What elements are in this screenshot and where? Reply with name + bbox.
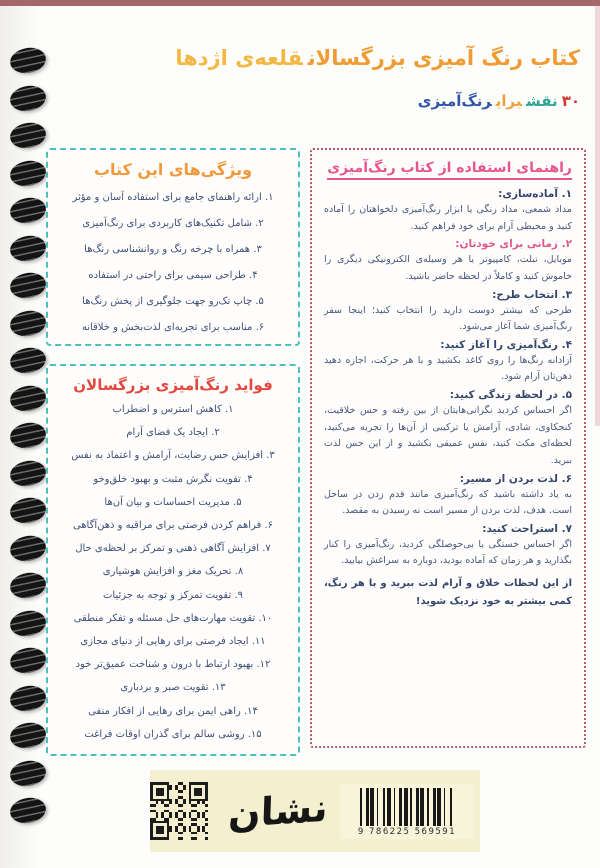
benefits-box-title: فواید رنگ‌آمیزی بزرگسالان bbox=[73, 376, 273, 394]
book-title bbox=[170, 46, 580, 70]
guide-section-body: مداد شمعی، مداد رنگی یا ابزار رنگ‌آمیزی دلخواهتان را آماده کنید و محیطی آرام برای خود فراهم کنید. bbox=[324, 204, 572, 232]
list-item: ۱۴. راهی ایمن برای رهایی از افکار منفی bbox=[88, 705, 258, 717]
list-item: ۲. شامل تکنیک‌های کاربردی برای رنگ‌آمیزی bbox=[82, 218, 264, 229]
spiral-ring bbox=[8, 233, 48, 264]
guide-section bbox=[324, 238, 572, 285]
spiral-ring bbox=[8, 570, 48, 601]
list-item: ۸. تحریک مغز و افزایش هوشیاری bbox=[102, 566, 244, 578]
list-item: ۵. مدیریت احساسات و بیان آن‌ها bbox=[104, 496, 242, 508]
guide-section-body: اگر احساس کردید نگرانی‌هایتان از بین رفته و حس خلاقیت، کنجکاوی، شادی، آرامش یا ترکیبی از آن‌ها را تجربه می‌کنید، لحظه‌ای مکث کنید، نفس عمیقی بکشید و از این حس لذت ببرید. bbox=[324, 405, 572, 466]
guide-box-title-text: راهنمای استفاده از کتاب رنگ‌آمیزی bbox=[327, 160, 572, 180]
guide-section-heading: ۶. لذت بردن از مسیر: bbox=[459, 472, 572, 485]
spiral-ring bbox=[8, 45, 48, 76]
guide-section-heading: ۷. استراحت کنید: bbox=[482, 522, 572, 535]
page-right-edge bbox=[595, 6, 600, 426]
list-item: ۹. تقویت تمرکز و توجه به جزئیات bbox=[102, 589, 244, 601]
guide-sections bbox=[324, 188, 572, 570]
list-item: ۶. مناسب برای تجربه‌ای لذت‌بخش و خلاقانه bbox=[81, 322, 265, 333]
guide-section-body: آزادانه رنگ‌ها را روی کاغذ بکشید و با هر حرکت، اجازه دهید ذهن‌تان آرام شود. bbox=[324, 354, 572, 383]
guide-section-body: اگر احساس خستگی یا بی‌حوصلگی کردید، رنگ‌آمیزی را کنار بگذارید و هر زمان که آماده بودید، دوباره به سراغش بیایید. bbox=[324, 538, 572, 567]
guide-section bbox=[324, 473, 572, 520]
features-box-title: ویژگی‌های این کتاب bbox=[93, 160, 253, 179]
list-item: ۱. کاهش استرس و اضطراب bbox=[112, 404, 234, 415]
guide-box-title bbox=[324, 160, 572, 180]
barcode-bars bbox=[345, 788, 469, 826]
list-item: ۴. تقویت نگرش مثبت و بهبود خلق‌وخو bbox=[93, 473, 253, 485]
spiral-ring bbox=[8, 720, 48, 751]
guide-section bbox=[324, 523, 572, 570]
barcode bbox=[340, 784, 474, 839]
guide-section-heading: ۴. رنگ‌آمیزی را آغاز کنید: bbox=[440, 338, 572, 351]
list-item: ۴. طراحی سیمی برای راحتی در استفاده bbox=[88, 270, 258, 281]
list-item: ۱۱. ایجاد فرصتی برای رهایی از دنیای مجازی bbox=[80, 636, 266, 648]
guide-section-heading: ۱. آماده‌سازی: bbox=[498, 188, 572, 200]
spiral-ring bbox=[8, 383, 48, 414]
barcode-number: 9 786225 569591 bbox=[357, 826, 457, 837]
guide-section bbox=[324, 339, 572, 386]
list-item: ۱۲. بهبود ارتباط با درون و شناخت عمیق‌تر خود bbox=[75, 659, 271, 671]
spiral-ring bbox=[8, 683, 48, 714]
spiral-ring bbox=[8, 158, 48, 189]
spiral-ring bbox=[8, 758, 48, 789]
spiral-ring bbox=[8, 195, 48, 226]
guide-section bbox=[324, 389, 572, 470]
guide-closing-note: از این لحظات خلاق و آرام لذت ببرید و با هر رنگ، کمی بیشتر به خود نزدیک شوید! bbox=[324, 578, 572, 607]
guide-section-heading: ۲. زمانی برای خودتان: bbox=[455, 238, 572, 251]
guide-section-body: به یاد داشته باشید که رنگ‌آمیزی مانند قدم زدن در ساحل است. هدف، لذت بردن از مسیر است نه رسیدن به مقصد. bbox=[324, 488, 572, 517]
page-top-edge bbox=[0, 0, 600, 6]
guide-section bbox=[324, 289, 572, 336]
list-item: ۶. فراهم کردن فرصتی برای مراقبه و ذهن‌آگاهی bbox=[72, 520, 274, 532]
spiral-ring bbox=[8, 308, 48, 339]
qr-code bbox=[150, 782, 208, 840]
book-title-part: کتاب رنگ آمیزی بزرگسالان bbox=[307, 46, 580, 70]
book-subtitle-part: نقش bbox=[525, 92, 558, 110]
book-subtitle-part: ۳۰ bbox=[561, 92, 580, 110]
guide-section bbox=[324, 188, 572, 235]
benefits-list bbox=[58, 398, 288, 746]
publisher-logo: نشان bbox=[227, 785, 329, 837]
spiral-ring bbox=[8, 533, 48, 564]
list-item: ۵. چاپ تک‌رو جهت جلوگیری از پخش رنگ‌ها bbox=[82, 296, 264, 307]
spiral-ring bbox=[8, 795, 48, 826]
spiral-ring bbox=[8, 120, 48, 151]
list-item: ۱. ارائه راهنمای جامع برای استفاده آسان و مؤثر bbox=[72, 192, 274, 203]
spiral-ring bbox=[8, 608, 48, 639]
spiral-ring bbox=[8, 458, 48, 489]
list-item: ۱۳. تقویت صبر و بردباری bbox=[120, 682, 226, 694]
book-subtitle-part: برای bbox=[495, 92, 522, 110]
spiral-ring bbox=[8, 270, 48, 301]
spiral-ring bbox=[8, 645, 48, 676]
guide-section-body: موبایل، تبلت، کامپیوتر یا هر وسیله‌ی الکترونیکی دیگری را خاموش کنید و کاملاً در لحظه حاضر باشید. bbox=[324, 254, 572, 282]
guide-box bbox=[310, 148, 586, 748]
benefits-box bbox=[46, 364, 300, 756]
list-item: ۷. افزایش آگاهی ذهنی و تمرکز بر لحظه‌ی حال bbox=[75, 543, 271, 555]
list-item: ۱۵. روشی سالم برای گذران اوقات فراغت bbox=[84, 728, 262, 740]
spiral-ring bbox=[8, 345, 48, 376]
footer-strip bbox=[150, 770, 480, 852]
book-subtitle-part: رنگ‌آمیزی bbox=[417, 92, 492, 110]
book-subtitle bbox=[414, 92, 580, 110]
spiral-ring bbox=[8, 495, 48, 526]
guide-section-heading: ۳. انتخاب طرح: bbox=[492, 288, 572, 301]
features-list bbox=[58, 185, 288, 341]
guide-section-heading: ۵. در لحظه زندگی کنید: bbox=[449, 389, 572, 401]
spiral-ring bbox=[8, 420, 48, 451]
spiral-ring bbox=[8, 83, 48, 114]
book-title-part: قلعه‌ی اژدها bbox=[175, 46, 303, 70]
guide-section-body: طرحی که بیشتر دوست دارید را انتخاب کنید؛ اینجا سفر رنگ‌آمیزی شما آغاز می‌شود. bbox=[324, 304, 572, 333]
features-box bbox=[46, 148, 300, 346]
list-item: ۲. ایجاد یک فضای آرام bbox=[126, 427, 220, 439]
list-item: ۱۰. تقویت مهارت‌های حل مسئله و تفکر منطقی bbox=[73, 612, 273, 624]
list-item: ۳. افزایش حس رضایت، آرامش و اعتماد به نفس bbox=[71, 450, 275, 462]
list-item: ۳. همراه با چرخه رنگ و روانشناسی رنگ‌ها bbox=[84, 244, 262, 255]
